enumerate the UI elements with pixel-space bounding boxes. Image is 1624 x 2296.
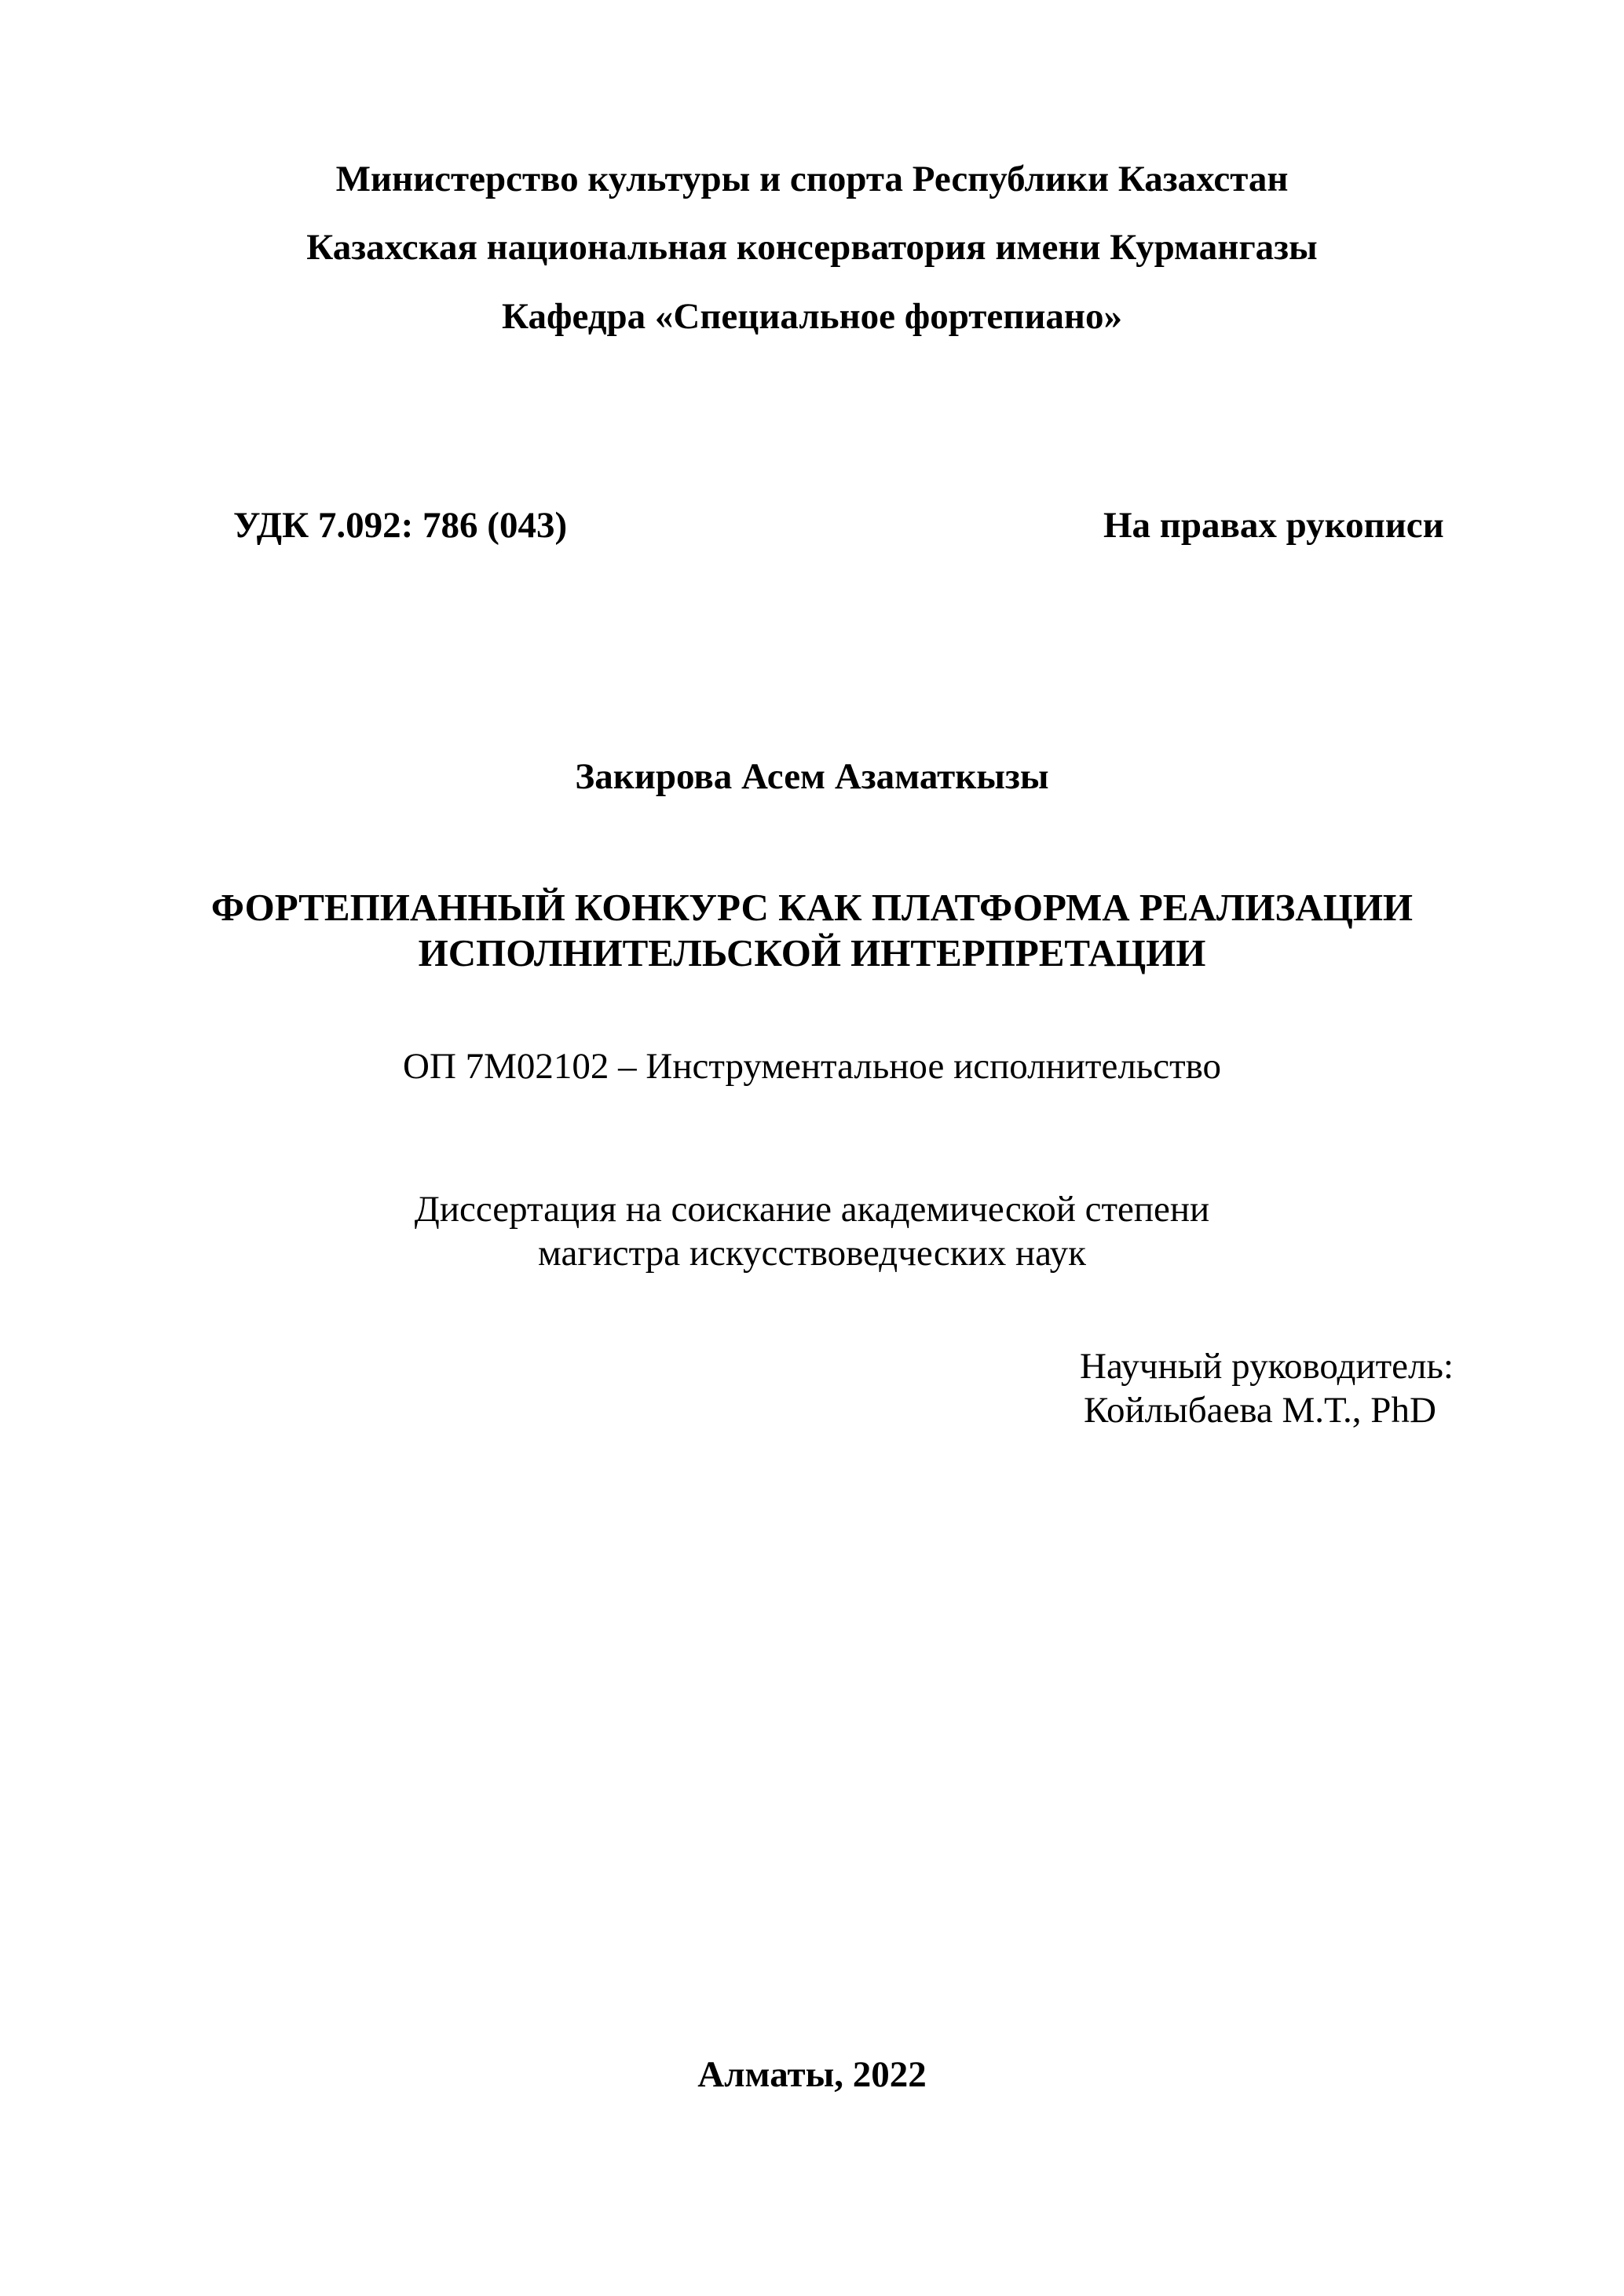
author-name: Закирова Асем Азаматкызы: [575, 756, 1049, 797]
institution-heading: Казахская национальная консерватория имени Курмангазы: [306, 227, 1318, 268]
program-code: ОП 7М02102 – Инструментальное исполнительство: [403, 1046, 1221, 1087]
dissertation-title-line-2: ИСПОЛНИТЕЛЬСКОЙ ИНТЕРПРЕТАЦИИ: [418, 931, 1206, 974]
city-year: Алматы, 2022: [697, 2054, 927, 2095]
degree-line-1: Диссертация на соискание академической степени: [414, 1189, 1210, 1230]
supervisor-label: Научный руководитель:: [1080, 1346, 1454, 1387]
department-heading: Кафедра «Специальное фортепиано»: [502, 296, 1122, 337]
degree-line-2: магистра искусствоведческих наук: [538, 1233, 1086, 1274]
rights-note: На правах рукописи: [1103, 505, 1444, 546]
udc-code: УДК 7.092: 786 (043): [233, 505, 568, 546]
dissertation-title-line-1: ФОРТЕПИАННЫЙ КОНКУРС КАК ПЛАТФОРМА РЕАЛИЗАЦИИ: [210, 886, 1414, 929]
supervisor-name: Койлыбаева М.Т., PhD: [1084, 1390, 1436, 1431]
ministry-heading: Министерство культуры и спорта Республики Казахстан: [335, 159, 1289, 199]
